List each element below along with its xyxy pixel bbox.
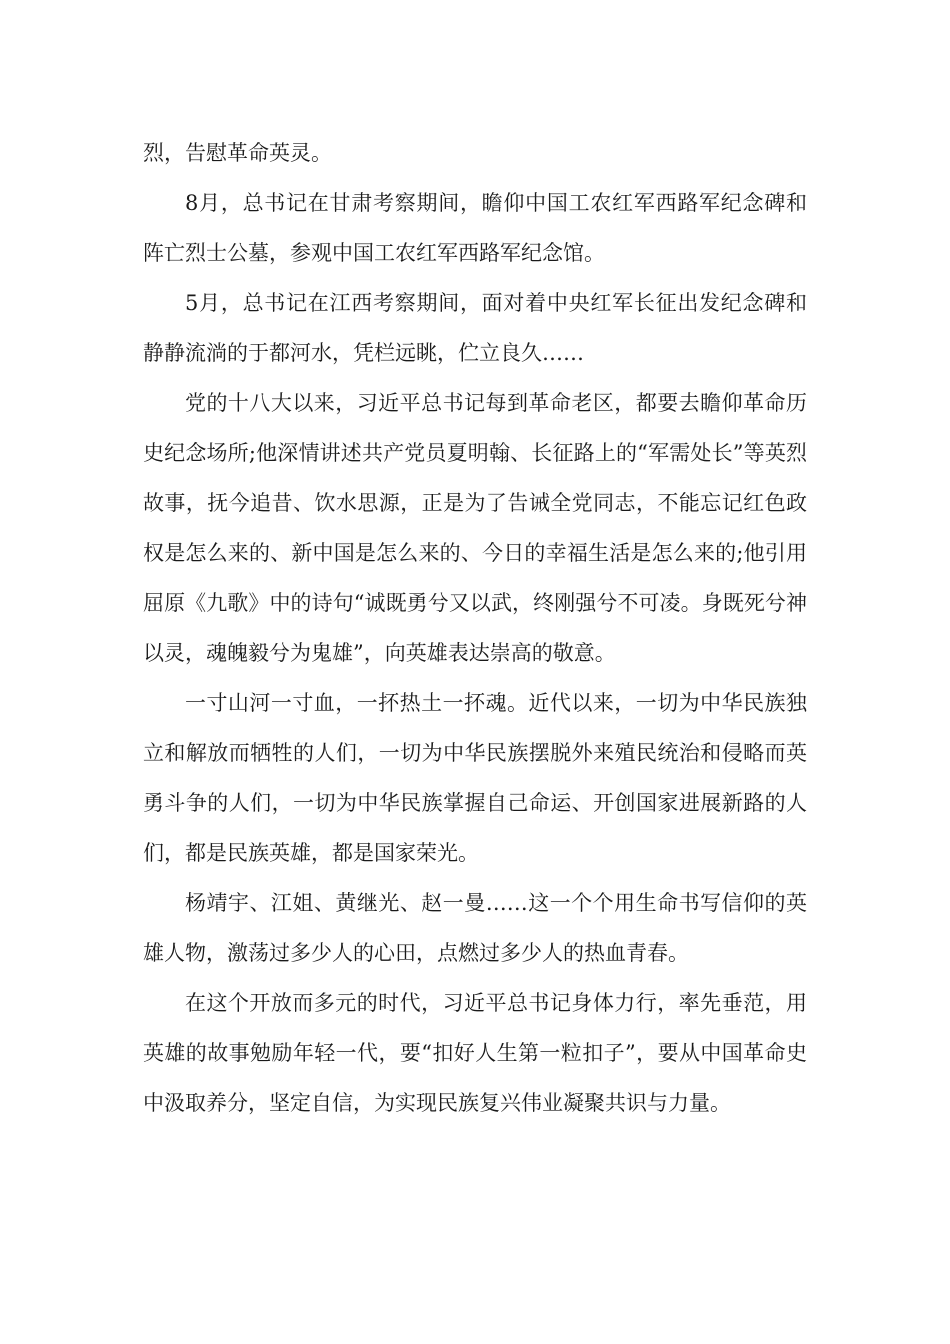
paragraph-jiangxi-visit: 5月，总书记在江西考察期间，面对着中央红军长征出发纪念碑和静静流淌的于都河水，凭栏远眺，伫立良久…… — [143, 291, 807, 365]
document-body — [143, 128, 807, 1128]
paragraph-young-generation: 在这个开放而多元的时代，习近平总书记身体力行，率先垂范，用英雄的故事勉励年轻一代，要“扣好人生第一粒扣子”，要从中国革命史中汲取养分，坚定自信，为实现民族复兴伟业凝聚共识与力量。 — [143, 991, 807, 1115]
paragraph-national-heroes: 一寸山河一寸血，一抔热土一抔魂。近代以来，一切为中华民族独立和解放而牺牲的人们，一切为中华民族摆脱外来殖民统治和侵略而英勇斗争的人们，一切为中华民族掌握自己命运、开创国家进展新路的人们，都是民族英雄，都是国家荣光。 — [143, 691, 807, 865]
paragraph-revolutionary-sites: 党的十八大以来，习近平总书记每到革命老区，都要去瞻仰革命历史纪念场所;他深情讲述共产党员夏明翰、长征路上的“军需处长”等英烈故事，抚今追昔、饮水思源，正是为了告诫全党同志，不能忘记红色政权是怎么来的、新中国是怎么来的、今日的幸福生活是怎么来的;他引用屈原《九歌》中的诗句“诚既勇兮又以武，终刚强兮不可凌。身既死兮神以灵，魂魄毅兮为鬼雄”，向英雄表达崇高的敬意。 — [143, 391, 807, 665]
paragraph-gansu-visit: 8月，总书记在甘肃考察期间，瞻仰中国工农红军西路军纪念碑和阵亡烈士公墓，参观中国工农红军西路军纪念馆。 — [143, 191, 807, 265]
paragraph-hero-names: 杨靖宇、江姐、黄继光、赵一曼……这一个个用生命书写信仰的英雄人物，激荡过多少人的心田，点燃过多少人的热血青春。 — [143, 891, 807, 965]
paragraph-continued: 烈，告慰革命英灵。 — [143, 141, 332, 165]
